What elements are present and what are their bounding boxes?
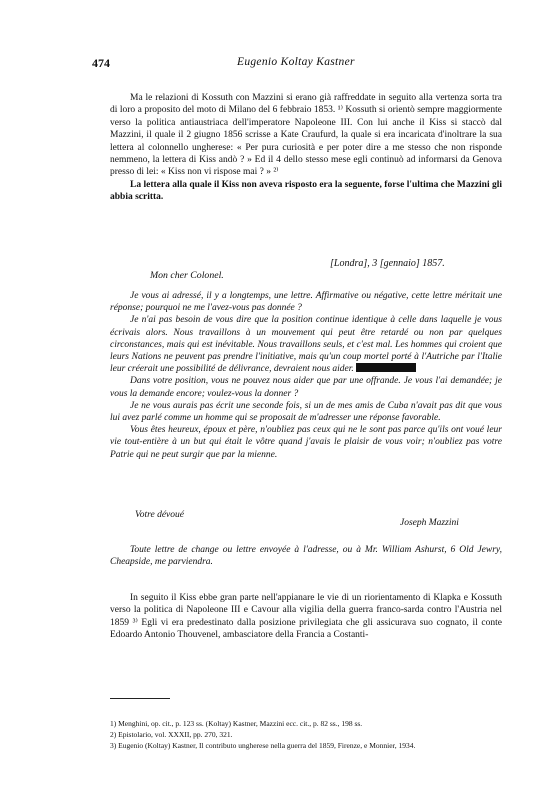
running-head: Eugenio Koltay Kastner [237, 56, 355, 68]
letter-paragraph [110, 314, 502, 375]
letter-paragraph-text: Je n'ai pas besoin de vous dire que la position continue identique à celle dans laquelle je vous écrivais alors. Nous travaillons à un mouvement qui peut être retardé ou non par quelques circonstances, mais qui est inévitable. Nous travaillons seuls, et c'est mal. Les hommes qui croient que leurs Nations ne peuvent pas prendre l'initiative, mais qu'un coup mortel porté à l'Autriche par l'Italie leur créerait une possibilité de délivrance, devraient nous aider. [110, 315, 502, 375]
intro-text [110, 92, 502, 204]
letter-paragraph: Je vous ai adressé, il y a longtemps, une lettre. Affirmative ou négative, cette lettre méritait une réponse; pourquoi ne me l'avez-vous pas donnée ? [110, 291, 502, 314]
letter-postscript [110, 544, 502, 568]
letter-closing: Votre dévoué [135, 510, 184, 520]
letter-body [110, 290, 502, 461]
page-number: 474 [92, 56, 110, 70]
intro-paragraph: Ma le relazioni di Kossuth con Mazzini si erano già raffreddate in seguito alla vertenza sorta tra di loro a proposito del moto di Milano del 6 febbraio 1853. ¹⁾ Kossuth si orientò sempre maggiormente verso la politica antiaustriaca dell'imperatore Napoleone III. Con lui anche il Kiss si staccò dal Mazzini, il quale il 2 giugno 1856 scrisse a Kate Craufurd, la quale si era incaricata d'inoltrare la sua lettera al colonnello ungherese: « Per pura curiosità e per poter dire a me stesso che non risponde nemmeno, la lettera di Kiss andò ? » Ed il 4 dello stesso mese egli continuò ad informarsi da Genova presso di lei: « Kiss non vi rispose mai ? » ²⁾ [110, 93, 502, 178]
narrative-text [110, 592, 502, 642]
letter-signature: Joseph Mazzini [400, 518, 459, 528]
letter-paragraph: Je ne vous aurais pas écrit une seconde fois, si un de mes amis de Cuba n'avait pas dit que vous lui avez parlé comme un homme qui se proposait de m'adresser une réponse favorable. [110, 400, 502, 424]
postscript-paragraph: Toute lettre de change ou lettre envoyée à l'adresse, ou à Mr. William Ashurst, 6 Old Jewry, Cheapside, me parviendra. [110, 545, 502, 568]
letter-paragraph: Dans votre position, vous ne pouvez nous aider que par une offrande. Je vous l'ai demandée; je vous la demande encore; voulez-vous la donner ? [110, 376, 502, 399]
narrative-paragraph: In seguito il Kiss ebbe gran parte nell'appianare le vie di un riorientamento di Klapka e Kossuth verso la politica di Napoleone III e Cavour alla vigilia della guerra franco-sarda contro l'Austria nel 1859 ³⁾ Egli vi era predestinato dalla posizione privilegiata che gli assicurava suo cognato, il conte Edoardo Antonio Thouvenel, ambasciatore della Francia a Costanti- [110, 593, 502, 641]
footnotes [110, 718, 502, 751]
letter-salutation: Mon cher Colonel. [150, 270, 224, 281]
footnote: 1) Menghini, op. cit., p. 123 ss. (Koltay) Kastner, Mazzini ecc. cit., p. 82 ss., 198 ss. [110, 719, 363, 728]
footnote: 3) Eugenio (Koltay) Kastner, Il contributo ungherese nella guerra del 1859, Firenze, e Monnier, 1934. [110, 741, 416, 750]
letter-dateline: [Londra], 3 [gennaio] 1857. [330, 258, 445, 269]
page-header [92, 56, 502, 72]
letter-paragraph: Vous êtes heureux, époux et père, n'oubliez pas ceux qui ne le sont pas parce qu'ils ont voué leur vie tout-entière à un but qui était le vôtre quand j'avais le plaisir de vous voir; n'oubliez pas votre Patrie qui ne peut surgir que par la mienne. [110, 425, 502, 460]
redaction-mark [356, 363, 416, 372]
footnote-rule [110, 698, 170, 699]
footnote: 2) Epistolario, vol. XXXII, pp. 270, 321. [110, 730, 233, 739]
intro-paragraph: La lettera alla quale il Kiss non aveva risposto era la seguente, forse l'ultima che Mazzini gli abbia scritta. [110, 179, 502, 203]
